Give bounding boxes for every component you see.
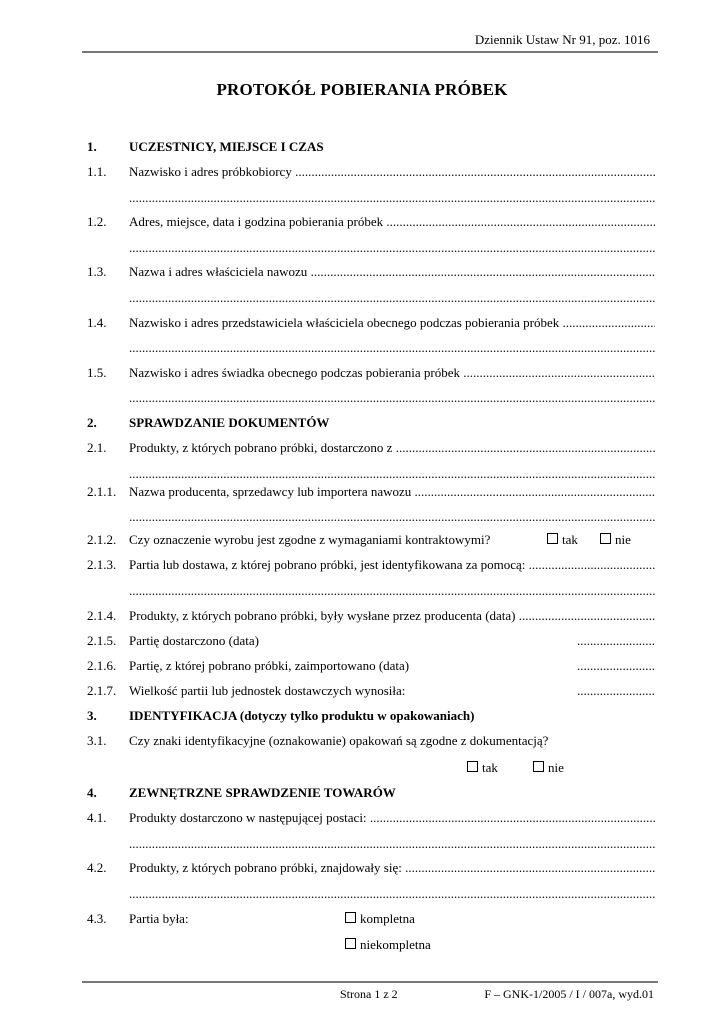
section-4-heading [87,783,655,803]
header-rule [82,51,658,53]
item-label: Czy oznaczenie wyrobu jest zgodne z wymaganiami kontraktowymi? [129,532,491,547]
item-2-1-7[interactable] [87,681,655,701]
item-label: Nazwa i adres właściciela nawozu ..... [129,262,655,282]
checkbox-complete[interactable] [345,909,415,929]
item-1-1[interactable] [87,162,655,182]
item-label: Adres, miejsce, data i godzina pobierania próbek ..... [129,212,655,232]
section-title: SPRAWDZANIE DOKUMENTÓW [129,415,330,430]
item-number: 1.5. [87,365,107,380]
item-4-3-option-2 [87,935,655,955]
fill-line[interactable] [87,884,655,904]
section-title: ZEWNĘTRZNE SPRAWDZENIE TOWARÓW [129,785,396,800]
item-label: Partię, z której pobrano próbki, zaimportowano (data) [129,658,410,673]
checkbox-icon [345,912,356,923]
checkbox-icon [547,533,558,544]
item-number: 2.1.6. [87,658,117,673]
section-number: 1. [87,139,97,154]
item-number: 2.1.4. [87,608,117,623]
item-number: 1.1. [87,164,107,179]
item-label: Nazwisko i adres próbkobiorcy ..... [129,162,655,182]
item-3-1-options [87,758,655,778]
fill-line[interactable] [87,338,655,358]
item-label: Partia była: [129,911,189,926]
fill-line[interactable] [87,188,655,208]
section-number: 3. [87,708,97,723]
section-number: 2. [87,415,97,430]
checkbox-yes[interactable] [467,758,498,778]
item-2-1-4[interactable] [87,606,655,626]
item-number: 2.1.7. [87,683,117,698]
fill-line[interactable] [87,464,655,484]
checkbox-icon [600,533,611,544]
item-4-3 [87,909,655,929]
item-2-1-3[interactable] [87,555,655,575]
item-2-1-2 [87,530,655,550]
item-number: 2.1. [87,440,107,455]
fill-line[interactable] [87,581,655,601]
item-number: 3.1. [87,733,107,748]
item-1-3[interactable] [87,262,655,282]
item-label: Nazwa producenta, sprzedawcy lub importera nawozu ..... [129,482,655,502]
item-label: Czy znaki identyfikacyjne (oznakowanie) opakowań są zgodne z dokumentacją? [129,733,549,748]
checkbox-no[interactable] [533,758,564,778]
item-1-4[interactable] [87,313,655,333]
item-label: Nazwisko i adres świadka obecnego podczas pobierania próbek ..... [129,363,655,383]
item-label: Partię dostarczono (data) [129,633,259,648]
checkbox-no[interactable] [600,530,631,550]
item-number: 2.1.2. [87,532,117,547]
item-label: Produkty, z których pobrano próbki, były wysłane przez producenta (data) ..... [129,606,655,626]
footer-rule [82,981,658,983]
section-2-heading [87,413,655,433]
fill-dots[interactable]: ........................ [577,683,655,698]
section-3-heading [87,706,655,726]
item-number: 4.1. [87,810,107,825]
item-label: Nazwisko i adres przedstawiciela właściciela obecnego podczas pobierania próbek ..... [129,313,655,333]
item-2-1-6[interactable] [87,656,655,676]
checkbox-label: kompletna [360,911,415,926]
checkbox-label: tak [562,532,578,547]
fill-line[interactable] [87,507,655,527]
footer-form-code: F – GNK-1/2005 / I / 007a, wyd.01 [484,987,654,1001]
fill-dots[interactable]: ........................ [577,633,655,648]
item-number: 1.3. [87,264,107,279]
item-1-2[interactable] [87,212,655,232]
fill-line[interactable] [87,834,655,854]
item-label: Wielkość partii lub jednostek dostawczych wynosiła: [129,683,406,698]
checkbox-label: nie [548,760,564,775]
item-number: 4.3. [87,911,107,926]
fill-dots[interactable]: ........................ [577,658,655,673]
item-4-2[interactable] [87,858,655,878]
checkbox-incomplete[interactable] [345,935,431,955]
checkbox-yes[interactable] [547,530,578,550]
fill-line[interactable] [87,288,655,308]
checkbox-icon [467,761,478,772]
item-number: 2.1.5. [87,633,117,648]
item-4-1[interactable] [87,808,655,828]
section-number: 4. [87,785,97,800]
item-1-5[interactable] [87,363,655,383]
item-number: 2.1.3. [87,557,117,572]
item-label: Produkty dostarczono w następującej postaci: ..... [129,808,655,828]
item-number: 1.4. [87,315,107,330]
fill-line[interactable] [87,388,655,408]
item-3-1 [87,731,655,751]
checkbox-label: niekompletna [360,937,431,952]
checkbox-label: tak [482,760,498,775]
fill-line[interactable] [87,238,655,258]
item-label: Partia lub dostawa, z której pobrano próbki, jest identyfikowana za pomocą: ..... [129,555,655,575]
section-title: UCZESTNICY, MIEJSCE I CZAS [129,139,324,154]
checkbox-icon [533,761,544,772]
item-2-1-5[interactable] [87,631,655,651]
section-1-heading [87,137,655,157]
item-number: 1.2. [87,214,107,229]
footer-page-number: Strona 1 z 2 [340,987,398,1001]
item-label: Produkty, z których pobrano próbki, znajdowały się: ..... [129,858,655,878]
item-number: 2.1.1. [87,484,117,499]
checkbox-label: nie [615,532,631,547]
section-title: IDENTYFIKACJA (dotyczy tylko produktu w opakowaniach) [129,708,475,723]
item-label: Produkty, z których pobrano próbki, dostarczono z ..... [129,438,655,458]
item-number: 4.2. [87,860,107,875]
item-2-1-1[interactable] [87,482,655,502]
page-title: PROTOKÓŁ POBIERANIA PRÓBEK [216,80,508,99]
checkbox-icon [345,938,356,949]
header-journal: Dziennik Ustaw Nr 91, poz. 1016 [474,32,650,47]
item-2-1[interactable] [87,438,655,458]
